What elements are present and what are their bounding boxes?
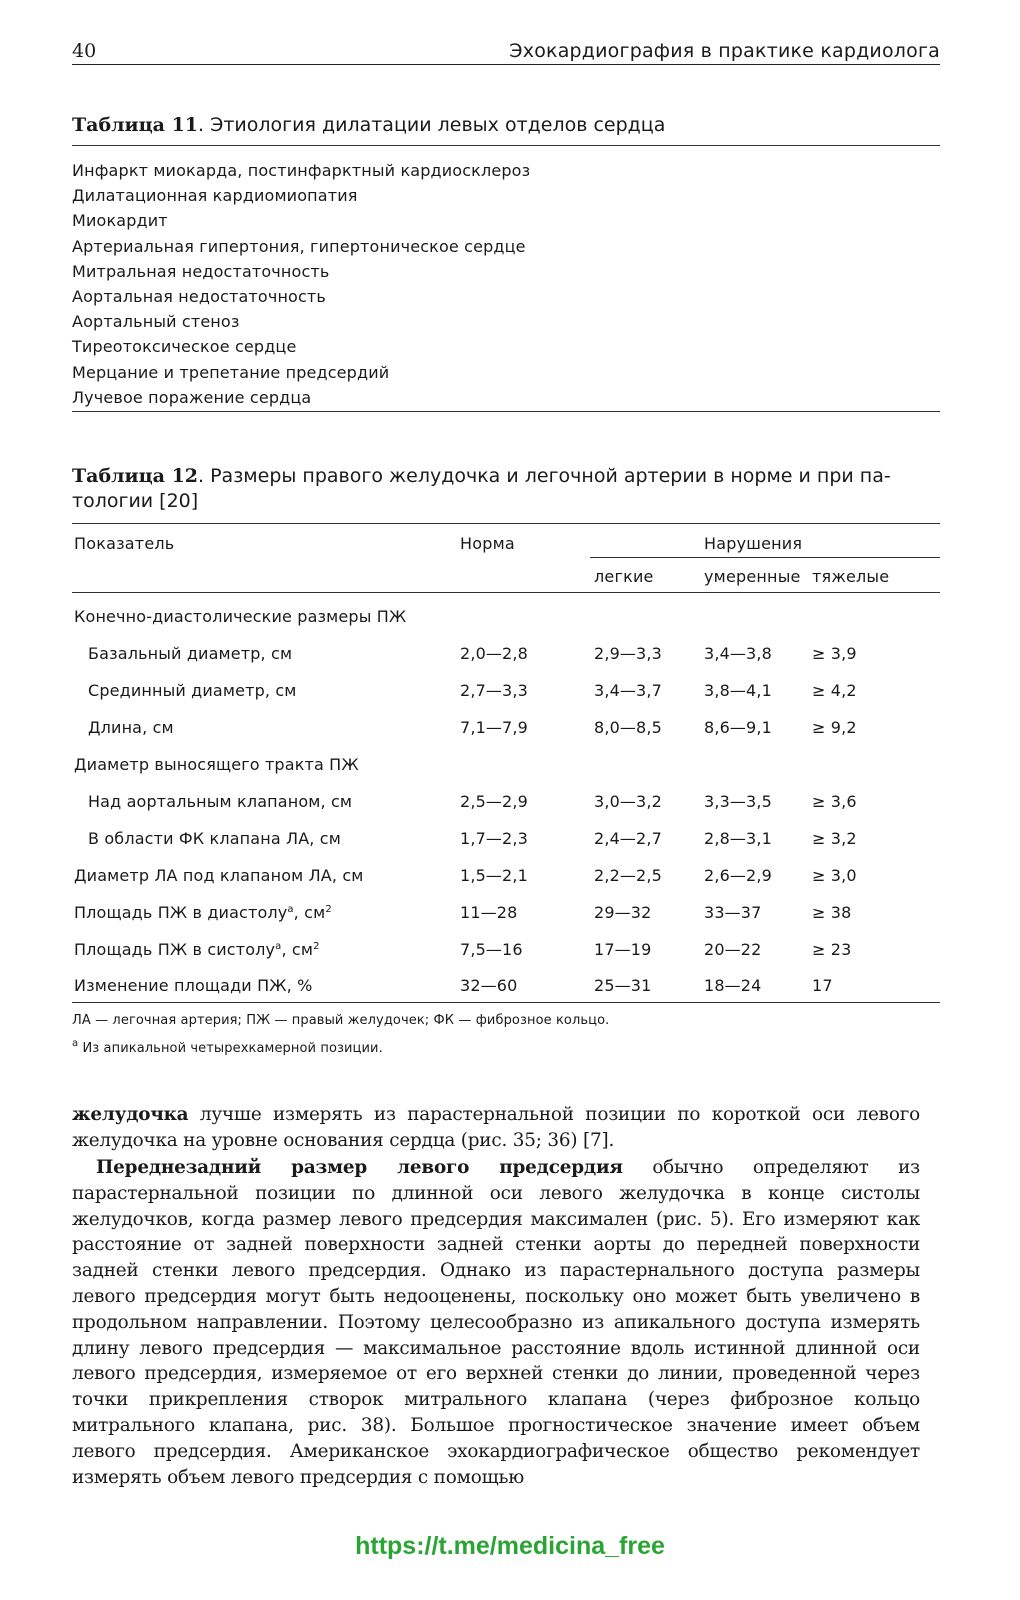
cell-norm: 1,5—2,1 [460, 866, 528, 885]
row-label [88, 718, 174, 737]
table11-item: Инфаркт миокарда, постинфарктный кардиосклероз [72, 161, 531, 180]
page-number: 40 [72, 40, 97, 62]
cell-mild: 2,9—3,3 [594, 644, 662, 663]
table11-title [72, 113, 665, 138]
row-label-text: Длина, см [88, 718, 174, 737]
row-label-text: В области ФК клапана ЛА, см [88, 829, 341, 848]
cell-moderate: 20—22 [704, 940, 762, 959]
cell-moderate: 3,3—3,5 [704, 792, 772, 811]
cell-severe: ≥ 3,6 [812, 792, 857, 811]
cell-mild: 8,0—8,5 [594, 718, 662, 737]
cell-mild: 3,0—3,2 [594, 792, 662, 811]
cell-mild: 2,2—2,5 [594, 866, 662, 885]
row-label-text: Площадь ПЖ в систолу [74, 940, 276, 959]
body-paragraph-2 [72, 1155, 920, 1490]
table11-item: Артериальная гипертония, гипертоническое сердце [72, 236, 526, 256]
row-label [74, 940, 320, 959]
table-row [72, 718, 940, 748]
row-label-text: Диаметр ЛА под клапаном ЛА, см [74, 866, 364, 885]
cell-severe: ≥ 3,9 [812, 644, 857, 663]
row-label-unit-exponent: 2 [325, 904, 332, 915]
row-label-text: Конечно-диастолические размеры ПЖ [74, 607, 407, 626]
cell-moderate: 18—24 [704, 976, 762, 995]
row-label [74, 755, 359, 774]
table11-top-rule [72, 145, 940, 146]
cell-mild: 29—32 [594, 903, 652, 922]
table12-bottom-rule [72, 1002, 940, 1003]
row-label [88, 829, 341, 848]
cell-norm: 2,7—3,3 [460, 681, 528, 700]
cell-moderate: 33—37 [704, 903, 762, 922]
row-label-text: Над аортальным клапаном, см [88, 792, 353, 811]
table11-item: Мерцание и трепетание предсердий [72, 362, 390, 382]
cell-moderate: 3,8—4,1 [704, 681, 772, 700]
row-label-text: Диаметр выносящего тракта ПЖ [74, 755, 359, 774]
row-label [74, 607, 406, 626]
row-label [74, 976, 312, 995]
cell-norm: 2,0—2,8 [460, 644, 528, 663]
table11-item: Тиреотоксическое сердце [72, 337, 297, 357]
row-label-text: Площадь ПЖ в диастолу [74, 903, 288, 922]
row-label [88, 792, 352, 811]
cell-severe: 17 [812, 976, 833, 995]
table11-item: Аортальный стеноз [72, 312, 240, 332]
table-row [72, 792, 940, 822]
cell-severe: ≥ 38 [812, 903, 852, 922]
cell-norm: 1,7—2,3 [460, 829, 528, 848]
table12-note-abbreviations: ЛА — легочная артерия; ПЖ — правый желудочек; ФК — фиброзное кольцо. [72, 1013, 610, 1028]
table11-item: Митральная недостаточность [72, 261, 330, 281]
table11-item: Миокардит [72, 211, 168, 231]
row-label-footnote-mark: а [287, 904, 294, 915]
cell-norm: 11—28 [460, 903, 518, 922]
table12-top-rule [72, 523, 940, 524]
header-violations: Нарушения [704, 534, 803, 553]
running-title: Эхокардиография в практике кардиолога [509, 40, 940, 62]
table-row [72, 755, 940, 785]
row-label-unit: , см [293, 903, 326, 922]
cell-moderate: 2,6—2,9 [704, 866, 772, 885]
paragraph2-bold: Переднезадний размер левого предсердия [96, 1157, 623, 1178]
table12-caption-line1: . Размеры правого желудочка и легочной артерии в норме и при па- [198, 465, 891, 487]
cell-norm: 7,1—7,9 [460, 718, 528, 737]
table12-label: Таблица 12 [72, 465, 199, 487]
row-label-text: Базальный диаметр, см [88, 644, 293, 663]
cell-norm: 32—60 [460, 976, 518, 995]
table11-caption: . Этиология дилатации левых отделов сердца [198, 114, 666, 136]
cell-mild: 2,4—2,7 [594, 829, 662, 848]
row-label-footnote-mark: а [275, 941, 282, 952]
cell-moderate: 2,8—3,1 [704, 829, 772, 848]
row-label-text: Изменение площади ПЖ, % [74, 976, 313, 995]
table12-header-rule [72, 592, 940, 593]
cell-severe: ≥ 9,2 [812, 718, 857, 737]
row-label [88, 644, 292, 663]
table11-bottom-rule [72, 411, 940, 412]
header-norm: Норма [460, 534, 515, 553]
table-row [72, 940, 940, 970]
cell-severe: ≥ 4,2 [812, 681, 857, 700]
row-label [74, 866, 364, 885]
cell-mild: 17—19 [594, 940, 652, 959]
paragraph1-bold: желудочка [72, 1104, 189, 1125]
table-row [72, 681, 940, 711]
violations-subrule [590, 557, 940, 558]
telegram-link[interactable]: https://t.me/medicina_free [355, 1532, 665, 1560]
cell-mild: 3,4—3,7 [594, 681, 662, 700]
cell-severe: ≥ 3,0 [812, 866, 857, 885]
footnote-mark: а [72, 1038, 79, 1049]
header-moderate: умеренные [704, 567, 801, 586]
table12-note-footnote [72, 1038, 383, 1056]
table11-list [72, 158, 530, 410]
table12-title [72, 464, 891, 514]
table12-caption-line2: тологии [20] [72, 490, 199, 512]
book-page [72, 0, 940, 1600]
cell-moderate: 3,4—3,8 [704, 644, 772, 663]
cell-norm: 2,5—2,9 [460, 792, 528, 811]
row-label-unit: , см [281, 940, 314, 959]
body-paragraph-1 [72, 1102, 920, 1154]
cell-severe: ≥ 3,2 [812, 829, 857, 848]
row-label-text: Срединный диаметр, см [88, 681, 297, 700]
table11-item: Лучевое поражение сердца [72, 387, 312, 407]
table-row [72, 866, 940, 896]
header-mild: легкие [594, 567, 654, 586]
row-label [74, 903, 332, 922]
cell-moderate: 8,6—9,1 [704, 718, 772, 737]
row-label [88, 681, 297, 700]
paragraph1-text: лучше измерять из парастернальной позиции по короткой оси левого желудочка на уровне основания сердца (рис. 35; 36) [7]. [72, 1104, 920, 1151]
table-row [72, 644, 940, 674]
row-label-unit-exponent: 2 [313, 941, 320, 952]
table-row [72, 903, 940, 933]
cell-norm: 7,5—16 [460, 940, 523, 959]
paragraph2-text: обычно определяют из парастернальной позиции по длинной оси левого желудочка в конце систолы желудочков, когда размер левого предсердия максимален (рис. 5). Его измеряют как расстояние от задней поверхности задней стенки аорты до передней поверхности задней стенки левого предсердия. Однако из парастернального доступа размеры левого предсердия могут быть недооценены, поскольку оно может быть увеличено в продольном направлении. Поэтому целесообразно из апикального доступа измерять длину левого предсердия — максимальное расстояние вдоль истинной длинной оси левого предсердия, измеряемое от его верхней стенки до линии, проведенной через точки прикрепления створок митрального клапана (через фиброзное кольцо митрального клапана, рис. 38). Большое прогностическое значение имеет объем левого предсердия. Американское эхокардиографическое общество рекомендует измерять объем левого предсердия с помощью [72, 1157, 920, 1488]
table-row [72, 607, 940, 637]
header-indicator: Показатель [74, 534, 175, 553]
header-severe: тяжелые [812, 567, 890, 586]
table-row [72, 829, 940, 859]
table11-item: Дилатационная кардиомиопатия [72, 186, 358, 206]
table11-item: Аортальная недостаточность [72, 286, 326, 306]
cell-mild: 25—31 [594, 976, 652, 995]
footnote-text: Из апикальной четырехкамерной позиции. [78, 1041, 383, 1056]
running-header [72, 38, 940, 65]
cell-severe: ≥ 23 [812, 940, 852, 959]
table11-label: Таблица 11 [72, 114, 199, 136]
